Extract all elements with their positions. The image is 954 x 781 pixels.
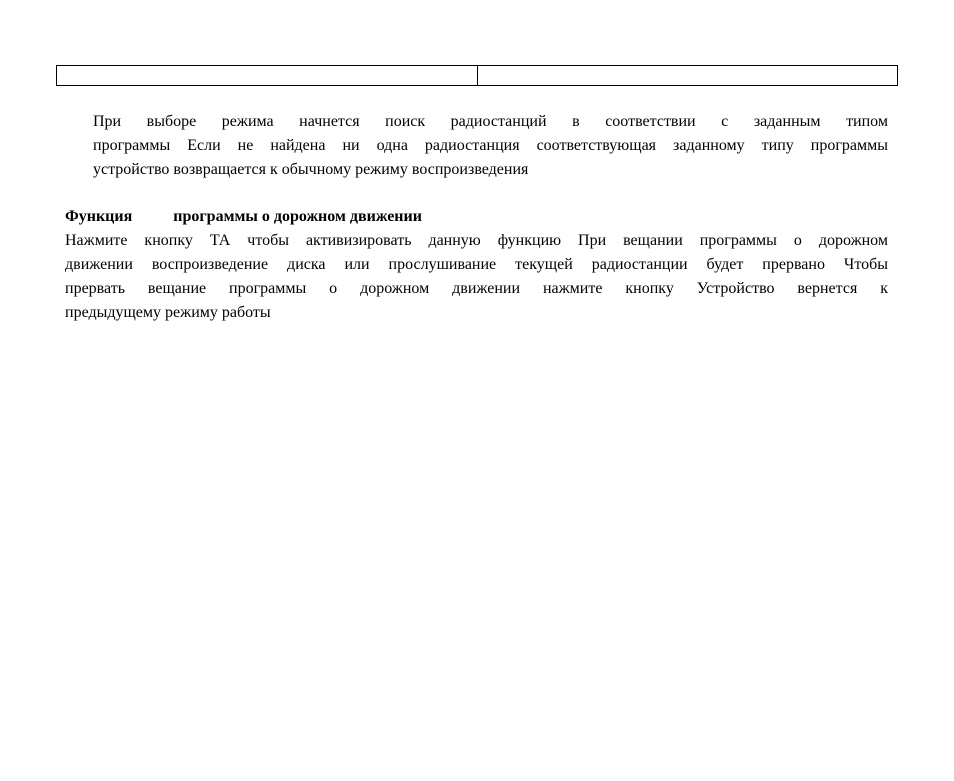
section-heading-part-2: программы о дорожном движении — [173, 208, 422, 225]
section-heading-part-1: Функция — [65, 208, 133, 225]
paragraph-mode-line-2: программы Если не найдена ни одна радиостанция соответствующая заданному типу программы — [93, 137, 888, 154]
paragraph-mode-line-3: устройство возвращается к обычному режиму воспроизведения — [93, 161, 529, 178]
table-cell-left — [57, 66, 478, 86]
header-table — [56, 65, 898, 86]
section-text-line-3: прервать вещание программы о дорожном движении нажмите кнопку Устройство вернется к — [65, 280, 888, 297]
section-text-line-1: Нажмите кнопку ТА чтобы активизировать данную функцию При вещании программы о дорожном — [65, 232, 888, 249]
section-text-line-4: предыдущему режиму работы — [65, 304, 271, 321]
table-row — [57, 66, 898, 86]
paragraph-mode-line-1: При выборе режима начнется поиск радиостанций в соответствии с заданным типом — [93, 113, 888, 130]
section-text-line-2: движении воспроизведение диска или прослушивание текущей радиостанции будет прервано Чтобы — [65, 256, 888, 273]
table-cell-right — [477, 66, 898, 86]
section-heading — [65, 205, 422, 229]
